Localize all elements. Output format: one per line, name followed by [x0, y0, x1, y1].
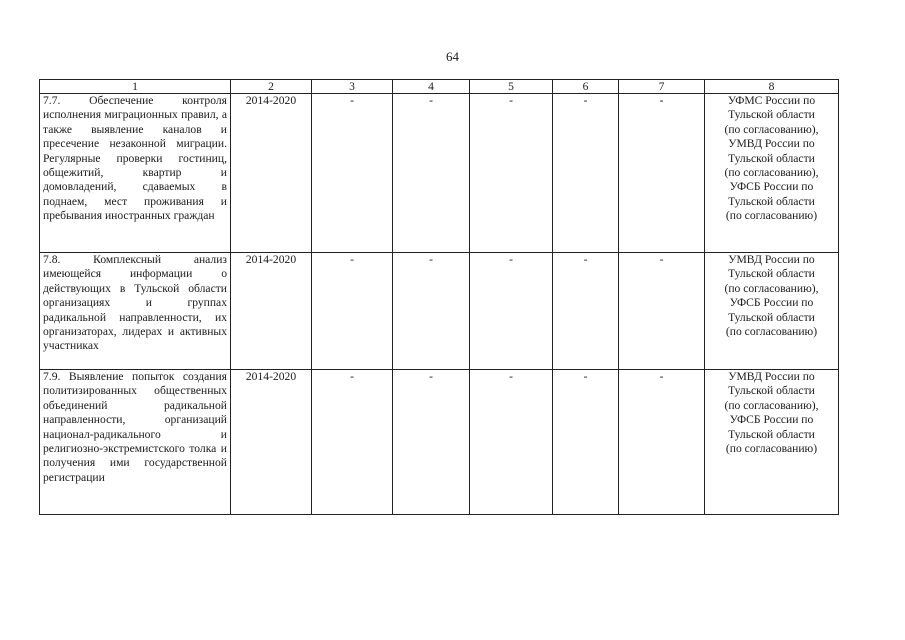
- header-row: [40, 80, 839, 94]
- measure-executors: [705, 253, 839, 370]
- measure-period: 2014-2020: [231, 253, 312, 370]
- measure-executors: [705, 370, 839, 515]
- executor-line: Тульской области: [728, 267, 815, 281]
- executor-line: УМВД России по: [728, 137, 815, 151]
- executor-line: УФМС России по: [727, 94, 816, 107]
- column-header-2: 2: [231, 80, 312, 94]
- measure-name: 7.9. Выявление попыток создания политизированных общественных объединений радикальной направленности, организаций национал-радикального и религиозно-экстремистского толка и получения ими государственной регистрации: [40, 370, 231, 515]
- value-cell: -: [553, 94, 619, 253]
- value-cell: -: [393, 94, 470, 253]
- executor-line: Тульской области: [728, 151, 815, 165]
- executor-line: (по согласованию),: [724, 281, 819, 295]
- measure-name: 7.7. Обеспечение контроля исполнения миграционных правил, а также выявление каналов и пресечение незаконной миграции. Регулярные проверки гостиниц, общежитий, квартир и домовладений, сдаваемых в поднаем, мест проживания и пребывания иностранных граждан: [40, 94, 231, 253]
- value-cell: -: [470, 253, 553, 370]
- value-cell: -: [553, 253, 619, 370]
- table-row: [40, 370, 839, 515]
- measure-name: 7.8. Комплексный анализ имеющейся информации о действующих в Тульской области организациях и группах радикальной направленности, их организаторах, лидерах и активных участниках: [40, 253, 231, 370]
- executor-line: Тульской области: [728, 108, 815, 122]
- measure-period: 2014-2020: [231, 94, 312, 253]
- value-cell: -: [393, 253, 470, 370]
- column-header-3: 3: [312, 80, 393, 94]
- executor-line: Тульской области: [728, 310, 815, 324]
- value-cell: -: [553, 370, 619, 515]
- executor-line: УФСБ России по: [729, 413, 814, 427]
- column-header-4: 4: [393, 80, 470, 94]
- value-cell: -: [619, 253, 705, 370]
- executor-line: (по согласованию): [725, 209, 818, 223]
- page-number: 64: [446, 49, 459, 64]
- column-header-5: 5: [470, 80, 553, 94]
- executor-line: УФСБ России по: [729, 180, 814, 194]
- measures-table: [39, 79, 839, 515]
- executor-line: (по согласованию): [725, 325, 818, 339]
- value-cell: -: [312, 94, 393, 253]
- column-header-6: 6: [553, 80, 619, 94]
- value-cell: -: [470, 94, 553, 253]
- column-header-1: 1: [40, 80, 231, 94]
- executor-line: УМВД России по: [728, 253, 815, 266]
- value-cell: -: [393, 370, 470, 515]
- executor-line: УМВД России по: [728, 370, 815, 383]
- executor-line: (по согласованию),: [724, 122, 819, 136]
- value-cell: -: [470, 370, 553, 515]
- value-cell: -: [312, 253, 393, 370]
- executor-line: Тульской области: [728, 194, 815, 208]
- executor-line: УФСБ России по: [729, 296, 814, 310]
- column-header-8: 8: [705, 80, 839, 94]
- column-header-7: 7: [619, 80, 705, 94]
- executor-line: (по согласованию),: [724, 166, 819, 180]
- value-cell: -: [312, 370, 393, 515]
- value-cell: -: [619, 94, 705, 253]
- table-row: [40, 253, 839, 370]
- executor-line: Тульской области: [728, 427, 815, 441]
- value-cell: -: [619, 370, 705, 515]
- executor-line: (по согласованию),: [724, 398, 819, 412]
- measure-period: 2014-2020: [231, 370, 312, 515]
- executor-line: (по согласованию): [725, 442, 818, 456]
- table-row: [40, 94, 839, 253]
- measure-executors: [705, 94, 839, 253]
- executor-line: Тульской области: [728, 384, 815, 398]
